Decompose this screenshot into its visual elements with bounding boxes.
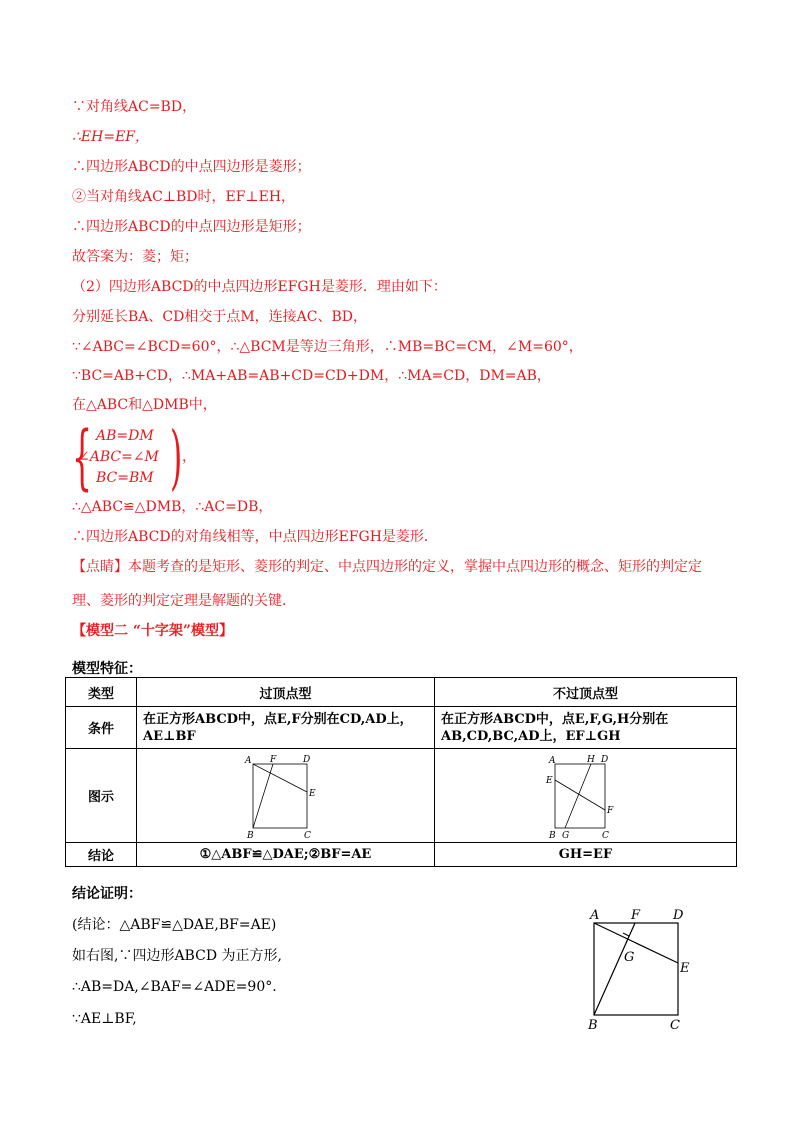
- label-f: F: [269, 754, 276, 765]
- label-f: F: [631, 908, 641, 923]
- square: [253, 764, 307, 828]
- brace-row: AB=DM: [96, 428, 154, 444]
- model-table: [65, 677, 737, 867]
- table-cell: 在正方形ABCD中，点E,F,G,H分别在AB,CD,BC,AD上，EF⊥GH: [435, 707, 737, 749]
- table-header-row: [66, 678, 737, 707]
- label-c: C: [601, 830, 609, 840]
- table-header-cell: 类型: [66, 678, 137, 707]
- label-g: G: [561, 830, 569, 840]
- text-line: ∴AB=DA,∠BAF=∠ADE=90°.: [72, 979, 277, 995]
- text-line: 故答案为：菱；矩；: [72, 249, 198, 265]
- text-line: ∵BC=AB+CD，∴MA+AB=AB+CD=CD+DM，∴MA=CD，DM=AB，: [72, 368, 551, 384]
- figure-vertex-type: [241, 752, 331, 840]
- table-cell: ①△ABF≌△DAE;②BF=AE: [137, 843, 435, 867]
- table-cell: [137, 749, 435, 843]
- left-brace: {: [72, 416, 93, 498]
- segment-bf: [253, 764, 273, 828]
- segment-gh: [565, 764, 591, 828]
- label-d: D: [673, 908, 684, 923]
- text-line: ∵对角线AC=BD，: [72, 99, 197, 115]
- text-line: ∴EH=EF，: [72, 129, 149, 145]
- label-e: E: [680, 961, 690, 976]
- table-row: [66, 749, 737, 843]
- label-d: D: [302, 754, 310, 765]
- proof-title: 结论证明：: [72, 886, 142, 902]
- equation-system: [72, 416, 196, 498]
- text-line: ∵AE⊥BF,: [72, 1011, 137, 1027]
- label-c: C: [303, 830, 311, 840]
- text-line: ②当对角线AC⊥BD时，EF⊥EH，: [72, 189, 296, 205]
- square: [594, 923, 678, 1015]
- label-g: G: [624, 950, 635, 965]
- text-line: 在△ABC和△DMB中，: [72, 397, 217, 413]
- section-heading: 【模型二 “十字架”模型】: [72, 623, 233, 639]
- label-a: A: [548, 755, 555, 766]
- label-a: A: [244, 755, 251, 766]
- text-line: 如右图,∵四边形ABCD 为正方形,: [72, 948, 282, 964]
- text-line: ∴四边形ABCD的中点四边形是矩形；: [72, 219, 311, 235]
- label-h: H: [586, 754, 595, 765]
- table-row: [66, 707, 737, 749]
- segment-ae: [594, 923, 678, 963]
- brace-row: ∠ABC=∠M: [78, 449, 159, 465]
- label-c: C: [670, 1018, 680, 1033]
- text-line: 【点睛】本题考查的是矩形、菱形的判定、中点四边形的定义，掌握中点四边形的概念、矩形的判定定: [72, 559, 702, 575]
- text-line: ∴△ABC≌△DMB，∴AC=DB，: [72, 499, 273, 515]
- text-line: （2）四边形ABCD的中点四边形EFGH是菱形．理由如下：: [72, 279, 447, 295]
- text-line: ∴四边形ABCD的中点四边形是菱形；: [72, 159, 311, 175]
- label-b: B: [246, 830, 254, 840]
- segment-ae: [253, 764, 307, 792]
- text-line: ∴四边形ABCD的对角线相等，中点四边形EFGH是菱形．: [72, 529, 438, 545]
- square: [555, 764, 605, 828]
- table-row: [66, 843, 737, 867]
- row-label: 结论: [66, 843, 137, 867]
- text-line: ∵∠ABC=∠BCD=60°，∴△BCM是等边三角形，∴MB=BC=CM，∠M=60°，: [72, 339, 583, 355]
- segment-ef: [555, 780, 605, 810]
- table-cell: GH=EF: [435, 843, 737, 867]
- right-paren: ): [170, 416, 183, 498]
- text-line: 分别延长BA、CD相交于点M，连接AC、BD，: [72, 309, 368, 325]
- table-header-cell: 过顶点型: [137, 678, 435, 707]
- table-header-cell: 不过顶点型: [435, 678, 737, 707]
- text-line: 理、菱形的判定定理是解题的关键．: [72, 593, 296, 609]
- brace-tail: ，: [182, 449, 196, 465]
- label-f: F: [606, 805, 613, 816]
- table-cell: [435, 749, 737, 843]
- figure-non-vertex-type: [541, 752, 631, 840]
- label-e: E: [545, 775, 553, 786]
- label-e: E: [308, 788, 316, 799]
- text-line: (结论：△ABF≌△DAE,BF=AE): [72, 917, 277, 933]
- proof-figure: [582, 905, 702, 1035]
- label-b: B: [588, 1018, 598, 1033]
- row-label: 图示: [66, 749, 137, 843]
- label-b: B: [548, 830, 556, 840]
- brace-row: BC=BM: [96, 470, 154, 486]
- label-d: D: [600, 754, 608, 765]
- table-cell: 在正方形ABCD中，点E,F分别在CD,AD上，AE⊥BF: [137, 707, 435, 749]
- row-label: 条件: [66, 707, 137, 749]
- features-label: 模型特征：: [72, 661, 142, 677]
- label-a: A: [590, 908, 600, 923]
